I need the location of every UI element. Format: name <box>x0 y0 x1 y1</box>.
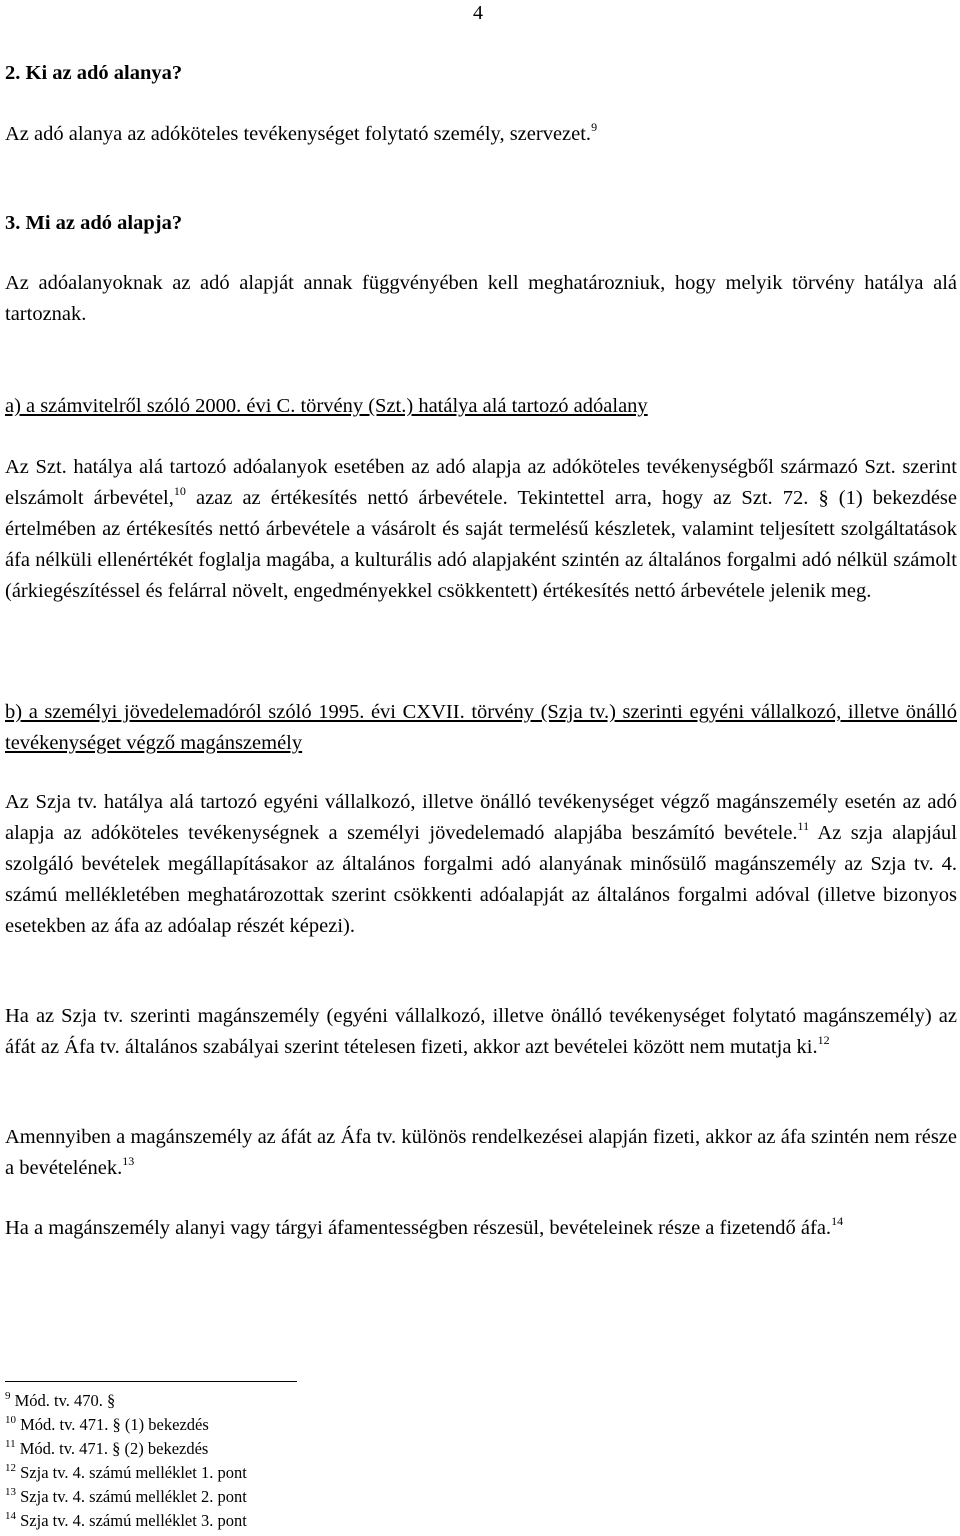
footnote-number: 11 <box>5 1438 16 1450</box>
footnote-ref: 11 <box>797 819 810 833</box>
footnote-number: 13 <box>5 1486 16 1498</box>
footnote-item <box>5 1389 605 1413</box>
footnote-ref: 13 <box>122 1154 135 1168</box>
paragraph-text: Ha a magánszemély alanyi vagy tárgyi áfamentességben részesül, bevételeinek része a fizetendő áfa. <box>5 1217 832 1239</box>
page-number: 4 <box>473 2 483 24</box>
subheading-a: a) a számvitelről szóló 2000. évi C. törvény (Szt.) hatálya alá tartozó adóalany <box>5 395 648 417</box>
footnote-item <box>5 1437 605 1461</box>
subheading-b: b) a személyi jövedelemadóról szóló 1995. évi CXVII. törvény (Szja tv.) szerinti egyéni vállalkozó, illetve önálló tevékenységet végző magánszemély <box>5 701 957 754</box>
paragraph-text: Az szja alapjául szolgáló bevételek megállapításakor az általános forgalmi adó alanyának minősülő magánszemély az Szja tv. 4. számú mellékletében meghatározottak szerint csökkenti adóalapját az általános forgalmi adóval (illetve bizonyos esetekben az áfa az adóalap részét képezi). <box>5 822 957 937</box>
footnote-number: 12 <box>5 1462 16 1474</box>
footnote-text: Szja tv. 4. számú melléklet 2. pont <box>20 1487 247 1506</box>
paragraph-text: Az adó alanya az adóköteles tevékenységet folytató személy, szervezet. <box>5 123 592 145</box>
paragraph-a <box>5 452 957 607</box>
section-heading-q3: 3. Mi az adó alapja? <box>5 212 183 234</box>
footnote-number: 9 <box>5 1390 11 1402</box>
footnote-item <box>5 1461 605 1485</box>
footnote-number: 10 <box>5 1414 16 1426</box>
paragraph-ha-szja <box>5 1001 957 1063</box>
paragraph-mentesseg <box>5 1213 957 1244</box>
footnote-number: 14 <box>5 1510 16 1522</box>
footnote-text: Mód. tv. 471. § (2) bekezdés <box>19 1439 209 1458</box>
paragraph-text: azaz az értékesítés nettó árbevétele. Tekintettel arra, hogy az Szt. 72. § (1) bekezdése értelmében az értékesítés nettó árbevétele a vásárolt és saját termelésű készletek, valamint teljesített szolgáltatások áfa nélküli ellenértékét foglalja magába, a kulturális adó alapjaként szintén az általános forgalmi adó nélkül számolt (árkiegészítéssel és felárral növelt, engedményekkel csökkentett) értékesítés nettó árbevétele jelenik meg. <box>5 487 957 602</box>
paragraph-text: Az Szt. hatálya alá tartozó adóalanyok esetében az adó alapja az adóköteles tevékenységből származó Szt. szerint elszámolt árbevétel, <box>5 456 957 509</box>
footnote-item <box>5 1485 605 1509</box>
footnote-ref: 12 <box>817 1033 830 1047</box>
paragraph-text: Ha az Szja tv. szerinti magánszemély (egyéni vállalkozó, illetve önálló tevékenységet folytató magánszemély) az áfát az Áfa tv. általános szabályai szerint tételesen fizeti, akkor azt bevételei között nem mutatja ki. <box>5 1005 957 1058</box>
paragraph-q2-answer <box>5 119 957 150</box>
footnote-ref: 9 <box>591 120 598 134</box>
footnote-text: Mód. tv. 471. § (1) bekezdés <box>20 1415 209 1434</box>
footnote-item <box>5 1413 605 1437</box>
footnote-text: Szja tv. 4. számú melléklet 1. pont <box>20 1463 247 1482</box>
footnote-text: Szja tv. 4. számú melléklet 3. pont <box>20 1511 247 1530</box>
footnote-text: Mód. tv. 470. § <box>14 1391 116 1410</box>
paragraph-text: Amennyiben a magánszemély az áfát az Áfa tv. különös rendelkezései alapján fizeti, akkor az áfa szintén nem része a bevételének. <box>5 1126 957 1179</box>
section-heading-q2: 2. Ki az adó alanya? <box>5 62 183 84</box>
footnote-ref: 14 <box>831 1214 844 1228</box>
footnotes <box>5 1389 605 1533</box>
footnote-ref: 10 <box>173 484 186 498</box>
paragraph-q3-intro: Az adóalanyoknak az adó alapját annak függvényében kell meghatározniuk, hogy melyik törvény hatálya alá tartoznak. <box>5 272 957 325</box>
footnote-item <box>5 1509 605 1533</box>
paragraph-text: Az Szja tv. hatálya alá tartozó egyéni vállalkozó, illetve önálló tevékenységet végző magánszemély esetén az adó alapja az adóköteles tevékenységnek a személyi jövedelemadó alapjába beszámító bevétele. <box>5 791 957 844</box>
paragraph-b <box>5 787 957 942</box>
paragraph-amennyiben <box>5 1122 957 1184</box>
footnote-separator <box>5 1381 297 1382</box>
